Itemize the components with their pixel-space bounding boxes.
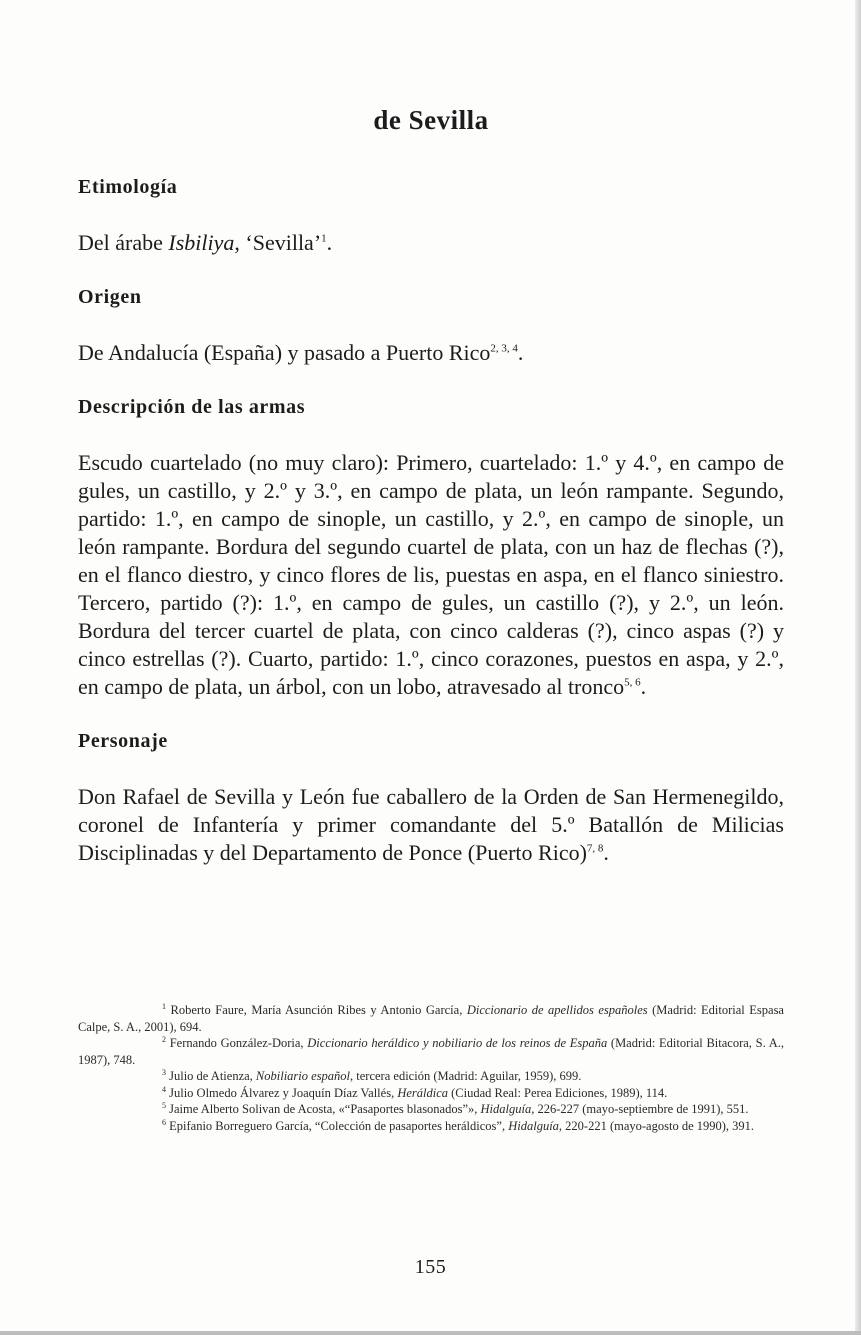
heading-etimologia: Etimología bbox=[78, 176, 178, 198]
heading-descripcion: Descripción de las armas bbox=[78, 396, 306, 418]
footnotes bbox=[78, 1002, 784, 1134]
footnote-ref: 2, 3, 4 bbox=[490, 342, 518, 355]
footnote-6: $^6$ Epifanio Borreguero García, “Colección de pasaportes heráldicos”, Hidalguía, 220-221 (mayo-agosto de 1990), 391. bbox=[162, 1117, 755, 1133]
footnote-2: $^2$ Fernando González-Doria, Diccionario heráldico y nobiliario de los reinos de España (Madrid: Editorial Bitacora, S. A., 1987), 748. bbox=[78, 1034, 784, 1067]
footnote-1: $^1$ Roberto Faure, María Asunción Ribes y Antonio García, Diccionario de apellidos españoles (Madrid: Editorial Espasa Calpe, S. A., 2001), 694. bbox=[78, 1001, 784, 1034]
page-title: de Sevilla bbox=[373, 105, 489, 135]
word-isbiliya: Isbiliya bbox=[168, 230, 235, 255]
heading-origen: Origen bbox=[78, 286, 142, 308]
page-number: 155 bbox=[414, 1256, 447, 1278]
page-edge-right bbox=[855, 0, 861, 1335]
main-content bbox=[78, 105, 784, 867]
paragraph-descripcion: Escudo cuartelado (no muy claro): Primero, cuartelado: 1.º y 4.º, en campo de gules, un castillo, y 2.º y 3.º, en campo de plata, un león rampante. Segundo, partido: 1.º, en campo de sinople, un castillo, y 2.º, en campo de sinople, un león rampante. Bordura del segundo cuartel de plata, con un haz de flechas (?), en el flanco diestro, y cinco flores de lis, puestas en aspa, en el flanco siniestro. Tercero, partido (?): 1.º, en campo de gules, un castillo (?), y 2.º, un león. Bordura del tercer cuartel de plata, con cinco calderas (?), cinco aspas (?) y cinco estrellas (?). Cuarto, partido: 1.º, cinco corazones, puestos en aspa, y 2.º, en campo de plata, un árbol, con un lobo, atravesado al tronco$^{5, 6}$. bbox=[78, 450, 784, 699]
footnote-3: $^3$ Julio de Atienza, Nobiliario español, tercera edición (Madrid: Aguilar, 1959), 699. bbox=[162, 1067, 582, 1083]
footnote-4: $^4$ Julio Olmedo Álvarez y Joaquín Díaz Vallés, Heráldica (Ciudad Real: Perea Ediciones, 1989), 114. bbox=[162, 1084, 668, 1100]
heading-personaje: Personaje bbox=[78, 730, 168, 752]
footnote-ref: 5, 6 bbox=[624, 676, 641, 689]
footnote-ref: 7, 8 bbox=[586, 842, 604, 855]
footnote-5: $^5$ Jaime Alberto Solivan de Acosta, «“Pasaportes blasonados”», Hidalguía, 226-227 (mayo-septiembre de 1991), 551. bbox=[162, 1100, 749, 1116]
paragraph-origen: De Andalucía (España) y pasado a Puerto Rico$^{2, 3, 4}$. bbox=[78, 340, 524, 365]
paragraph-personaje: Don Rafael de Sevilla y León fue caballero de la Orden de San Hermenegildo, coronel de Infantería y primer comandante del 5.º Batallón de Milicias Disciplinadas y del Departamento de Ponce (Puerto Rico)$^{7, 8}$. bbox=[78, 784, 784, 865]
page-edge-bottom bbox=[0, 1331, 861, 1335]
footnote-ref: 1 bbox=[321, 232, 327, 245]
paragraph-etimologia: Del árabe Isbiliya, ‘Sevilla’$^1$. bbox=[78, 230, 333, 255]
